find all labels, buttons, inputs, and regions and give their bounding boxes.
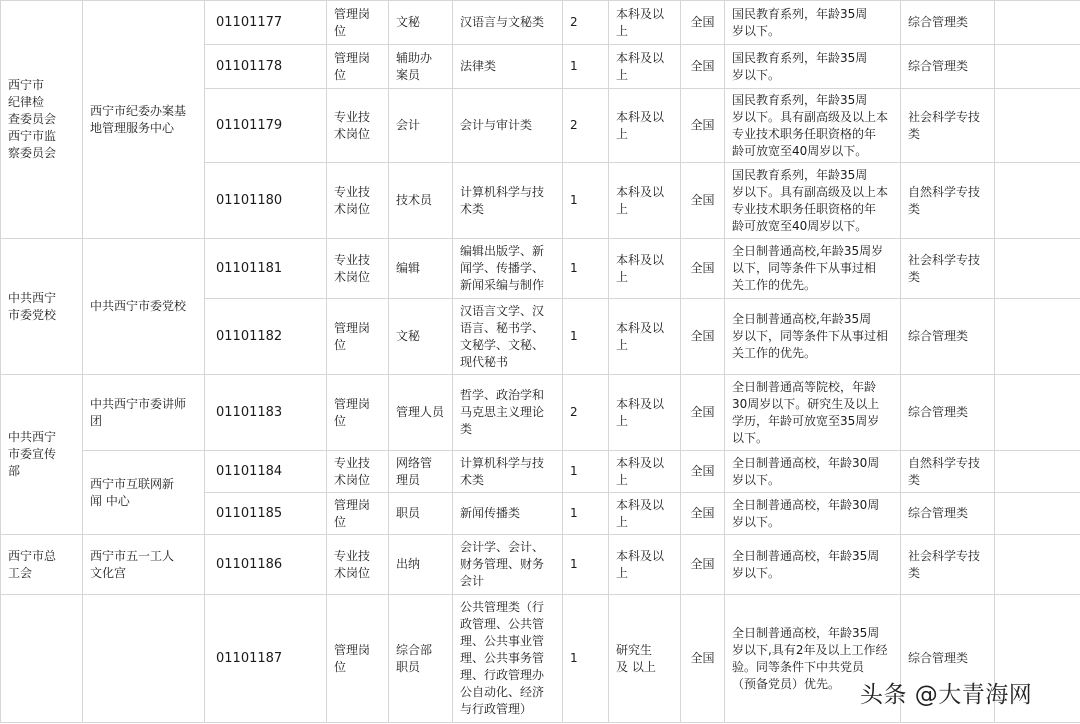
major: 编辑出版学、新 闻学、传播学、 新闻采编与制作 (453, 239, 563, 299)
count: 1 (563, 299, 609, 375)
count: 2 (563, 375, 609, 451)
unit-cell: 中共西宁市委讲师 团 (83, 375, 205, 451)
exam-category: 自然科学专技 类 (901, 163, 995, 239)
scope: 全国 (681, 45, 725, 89)
count: 1 (563, 493, 609, 535)
scope: 全国 (681, 89, 725, 163)
position-name: 职员 (389, 493, 453, 535)
scope: 全国 (681, 1, 725, 45)
position-code: 01101182 (205, 299, 327, 375)
unit-cell: 西宁市纪委办案基 地管理服务中心 (83, 1, 205, 239)
position-type: 管理岗 位 (327, 45, 389, 89)
count: 1 (563, 451, 609, 493)
scope: 全国 (681, 493, 725, 535)
table-row (1, 535, 1080, 595)
org-cell: 中共西宁 市委宣传 部 (1, 375, 83, 535)
empty-cell (995, 1, 1080, 45)
requirements: 全日制普通高校,年龄35周 岁以下，同等条件下从事过相 关工作的优先。 (725, 299, 901, 375)
exam-category: 综合管理类 (901, 595, 995, 723)
position-name: 文秘 (389, 299, 453, 375)
major: 会计学、会计、 财务管理、财务 会计 (453, 535, 563, 595)
scope: 全国 (681, 239, 725, 299)
position-code: 01101187 (205, 595, 327, 723)
count: 1 (563, 239, 609, 299)
position-name: 管理人员 (389, 375, 453, 451)
empty-cell (995, 163, 1080, 239)
exam-category: 综合管理类 (901, 1, 995, 45)
education: 本科及以 上 (609, 89, 681, 163)
requirements: 全日制普通高校，年龄35周 岁以下,具有2年及以上工作经 验。同等条件下中共党员 （预备党员）优先。 (725, 595, 901, 723)
position-code: 01101185 (205, 493, 327, 535)
empty-cell (995, 493, 1080, 535)
exam-category: 综合管理类 (901, 299, 995, 375)
exam-category: 综合管理类 (901, 45, 995, 89)
requirements: 全日制普通高校，年龄30周 岁以下。 (725, 493, 901, 535)
requirements: 国民教育系列，年龄35周 岁以下。具有副高级及以上本 专业技术职务任职资格的年 龄可放宽至40周岁以下。 (725, 89, 901, 163)
empty-cell (995, 451, 1080, 493)
major: 计算机科学与技 术类 (453, 163, 563, 239)
exam-category: 社会科学专技 类 (901, 535, 995, 595)
org-cell: 中共西宁 市委党校 (1, 239, 83, 375)
unit-cell: 中共西宁市委党校 (83, 239, 205, 375)
count: 1 (563, 45, 609, 89)
education: 本科及以 上 (609, 163, 681, 239)
position-type: 管理岗 位 (327, 493, 389, 535)
watermark: 头条 @大青海网 (860, 682, 1033, 708)
major: 哲学、政治学和 马克思主义理论 类 (453, 375, 563, 451)
exam-category: 社会科学专技 类 (901, 89, 995, 163)
exam-category: 社会科学专技 类 (901, 239, 995, 299)
count: 1 (563, 595, 609, 723)
position-type: 专业技 术岗位 (327, 535, 389, 595)
empty-cell (995, 89, 1080, 163)
org-cell: 西宁市总 工会 (1, 535, 83, 595)
table-row (1, 375, 1080, 451)
unit-cell: 西宁市五一工人 文化宫 (83, 535, 205, 595)
position-type: 专业技 术岗位 (327, 451, 389, 493)
empty-cell (995, 535, 1080, 595)
major: 计算机科学与技 术类 (453, 451, 563, 493)
major: 会计与审计类 (453, 89, 563, 163)
position-name: 会计 (389, 89, 453, 163)
position-code: 01101180 (205, 163, 327, 239)
requirements: 全日制普通高校，年龄30周 岁以下。 (725, 451, 901, 493)
major: 新闻传播类 (453, 493, 563, 535)
table-row (1, 1, 1080, 45)
exam-category: 自然科学专技 类 (901, 451, 995, 493)
major: 法律类 (453, 45, 563, 89)
requirements: 全日制普通高校，年龄35周 岁以下。 (725, 535, 901, 595)
major: 汉语言与文秘类 (453, 1, 563, 45)
education: 研究生 及 以上 (609, 595, 681, 723)
education: 本科及以 上 (609, 375, 681, 451)
position-code: 01101186 (205, 535, 327, 595)
major: 公共管理类（行 政管理、公共管 理、公共事业管 理、公共事务管 理、行政管理办 公自动化、经济 与行政管理） (453, 595, 563, 723)
org-cell (1, 595, 83, 723)
position-type: 管理岗 位 (327, 375, 389, 451)
position-code: 01101181 (205, 239, 327, 299)
education: 本科及以 上 (609, 239, 681, 299)
scope: 全国 (681, 163, 725, 239)
position-type: 专业技 术岗位 (327, 163, 389, 239)
org-cell: 西宁市 纪律检 查委员会 西宁市监 察委员会 (1, 1, 83, 239)
education: 本科及以 上 (609, 1, 681, 45)
education: 本科及以 上 (609, 299, 681, 375)
requirements: 全日制普通高校,年龄35周岁 以下，同等条件下从事过相 关工作的优先。 (725, 239, 901, 299)
position-code: 01101178 (205, 45, 327, 89)
position-code: 01101177 (205, 1, 327, 45)
count: 1 (563, 163, 609, 239)
position-name: 出纳 (389, 535, 453, 595)
requirements: 国民教育系列，年龄35周 岁以下。具有副高级及以上本 专业技术职务任职资格的年 龄可放宽至40周岁以下。 (725, 163, 901, 239)
scope: 全国 (681, 535, 725, 595)
education: 本科及以 上 (609, 535, 681, 595)
education: 本科及以 上 (609, 493, 681, 535)
exam-category: 综合管理类 (901, 375, 995, 451)
scope: 全国 (681, 451, 725, 493)
scope: 全国 (681, 299, 725, 375)
empty-cell (995, 375, 1080, 451)
table-row (1, 239, 1080, 299)
position-type: 专业技 术岗位 (327, 89, 389, 163)
unit-cell: 西宁市互联网新 闻 中心 (83, 451, 205, 535)
requirements: 国民教育系列，年龄35周 岁以下。 (725, 45, 901, 89)
position-type: 管理岗 位 (327, 299, 389, 375)
requirements: 全日制普通高等院校，年龄 30周岁以下。研究生及以上 学历，年龄可放宽至35周岁 以下。 (725, 375, 901, 451)
position-name: 网络管 理员 (389, 451, 453, 493)
education: 本科及以 上 (609, 45, 681, 89)
count: 2 (563, 1, 609, 45)
position-type: 管理岗 位 (327, 1, 389, 45)
count: 2 (563, 89, 609, 163)
empty-cell (995, 299, 1080, 375)
empty-cell (995, 45, 1080, 89)
table-row (1, 451, 1080, 493)
position-name: 综合部 职员 (389, 595, 453, 723)
requirements: 国民教育系列，年龄35周 岁以下。 (725, 1, 901, 45)
major: 汉语言文学、汉 语言、秘书学、 文秘学、文秘、 现代秘书 (453, 299, 563, 375)
position-code: 01101179 (205, 89, 327, 163)
education: 本科及以 上 (609, 451, 681, 493)
scope: 全国 (681, 595, 725, 723)
scope: 全国 (681, 375, 725, 451)
position-name: 辅助办 案员 (389, 45, 453, 89)
exam-category: 综合管理类 (901, 493, 995, 535)
position-code: 01101183 (205, 375, 327, 451)
position-type: 专业技 术岗位 (327, 239, 389, 299)
empty-cell (995, 239, 1080, 299)
position-name: 编辑 (389, 239, 453, 299)
position-type: 管理岗 位 (327, 595, 389, 723)
position-code: 01101184 (205, 451, 327, 493)
position-name: 技术员 (389, 163, 453, 239)
position-name: 文秘 (389, 1, 453, 45)
count: 1 (563, 535, 609, 595)
unit-cell (83, 595, 205, 723)
